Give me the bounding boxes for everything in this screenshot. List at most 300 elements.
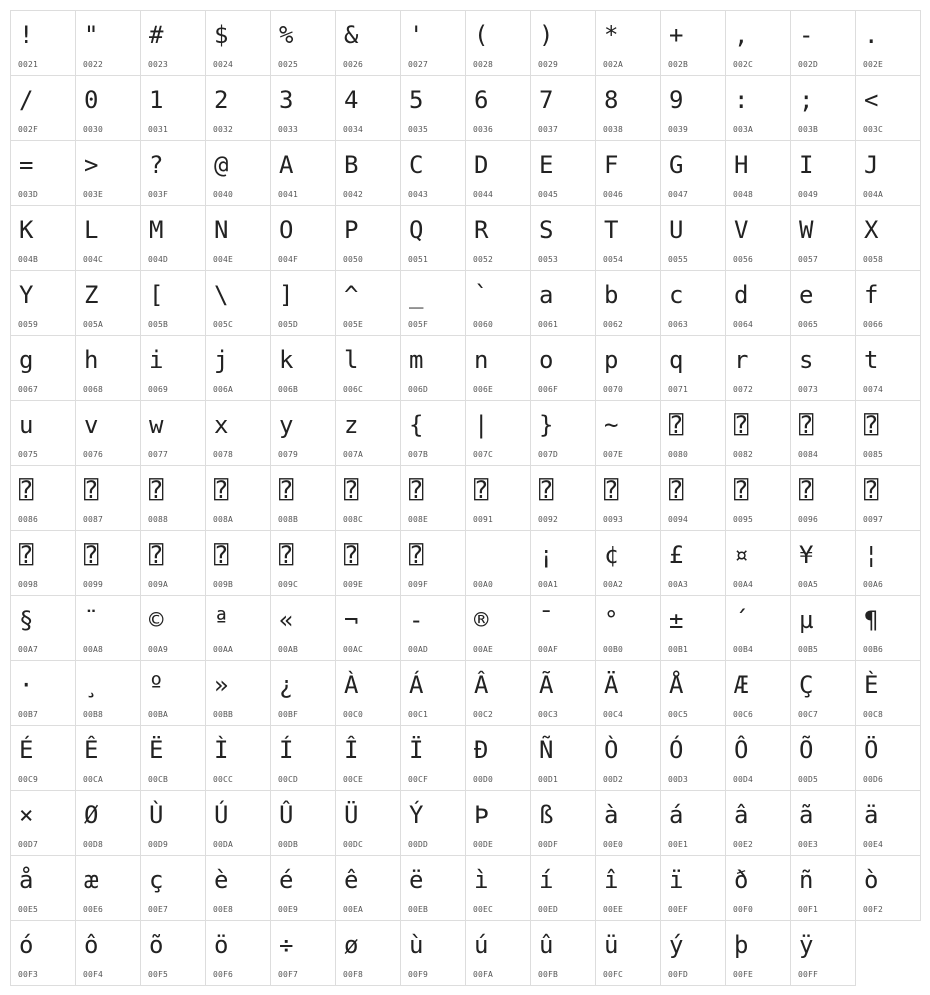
glyph-codepoint: 00A8	[83, 645, 104, 654]
glyph-cell	[790, 660, 856, 726]
glyph-codepoint: 00D5	[798, 775, 819, 784]
glyph-char: é	[279, 866, 294, 894]
glyph-codepoint: 0078	[213, 450, 234, 459]
glyph-char: £	[669, 541, 684, 569]
glyph-char: N	[214, 216, 229, 244]
glyph-char: d	[734, 281, 749, 309]
glyph-cell	[205, 75, 271, 141]
glyph-char: j	[214, 346, 229, 374]
glyph-char: õ	[149, 931, 164, 959]
glyph-char: b	[604, 281, 619, 309]
glyph-cell	[725, 790, 791, 856]
glyph-char: ^	[344, 281, 359, 309]
glyph-char: M	[149, 216, 164, 244]
glyph-char: 5	[409, 86, 424, 114]
glyph-codepoint: 008A	[213, 515, 234, 524]
glyph-codepoint: 00A4	[733, 580, 754, 589]
glyph-char: G	[669, 151, 684, 179]
glyph-cell	[855, 660, 921, 726]
glyph-codepoint: 0041	[278, 190, 299, 199]
glyph-char: Í	[279, 736, 294, 764]
glyph-char: í	[539, 866, 554, 894]
glyph-cell	[530, 595, 596, 661]
glyph-char: ù	[409, 931, 424, 959]
glyph-cell	[595, 205, 661, 271]
glyph-codepoint: 00F0	[733, 905, 754, 914]
glyph-cell	[75, 140, 141, 206]
glyph-char: ⍰	[19, 541, 34, 569]
glyph-codepoint: 0045	[538, 190, 559, 199]
glyph-char: E	[539, 151, 554, 179]
glyph-cell	[660, 335, 726, 401]
glyph-codepoint: 00F6	[213, 970, 234, 979]
glyph-cell	[595, 725, 661, 791]
glyph-char: 7	[539, 86, 554, 114]
glyph-cell	[725, 595, 791, 661]
glyph-codepoint: 00E3	[798, 840, 819, 849]
glyph-cell	[660, 400, 726, 466]
glyph-char: â	[734, 801, 749, 829]
glyph-codepoint: 00A7	[18, 645, 39, 654]
glyph-char: H	[734, 151, 749, 179]
glyph-codepoint: 00D9	[148, 840, 169, 849]
glyph-char: U	[669, 216, 684, 244]
glyph-char: ⍰	[409, 476, 424, 504]
glyph-char: ⍰	[474, 476, 489, 504]
glyph-char: l	[344, 346, 359, 374]
glyph-char: 1	[149, 86, 164, 114]
glyph-cell	[205, 530, 271, 596]
glyph-codepoint: 00AA	[213, 645, 234, 654]
glyph-cell	[75, 530, 141, 596]
glyph-codepoint: 00F1	[798, 905, 819, 914]
glyph-cell	[790, 75, 856, 141]
glyph-cell	[335, 205, 401, 271]
glyph-cell	[595, 530, 661, 596]
glyph-codepoint: 0099	[83, 580, 104, 589]
glyph-codepoint: 00AF	[538, 645, 559, 654]
glyph-cell	[530, 205, 596, 271]
glyph-codepoint: 00AE	[473, 645, 494, 654]
glyph-char: ¥	[799, 541, 814, 569]
glyph-codepoint: 002C	[733, 60, 754, 69]
glyph-codepoint: 0092	[538, 515, 559, 524]
glyph-char: ÿ	[799, 931, 814, 959]
glyph-cell	[400, 530, 466, 596]
glyph-char: {	[409, 411, 424, 439]
glyph-cell	[595, 270, 661, 336]
glyph-codepoint: 00B5	[798, 645, 819, 654]
glyph-cell	[530, 270, 596, 336]
glyph-char: h	[84, 346, 99, 374]
glyph-codepoint: 002D	[798, 60, 819, 69]
glyph-codepoint: 0050	[343, 255, 364, 264]
glyph-codepoint: 0063	[668, 320, 689, 329]
glyph-char: ý	[669, 931, 684, 959]
glyph-char: y	[279, 411, 294, 439]
glyph-cell	[140, 595, 206, 661]
glyph-char: #	[149, 21, 164, 49]
glyph-codepoint: 00E2	[733, 840, 754, 849]
glyph-char: `	[474, 281, 489, 309]
glyph-codepoint: 00B6	[863, 645, 884, 654]
glyph-codepoint: 0075	[18, 450, 39, 459]
glyph-cell	[140, 465, 206, 531]
glyph-codepoint: 00DC	[343, 840, 364, 849]
glyph-codepoint: 004E	[213, 255, 234, 264]
glyph-cell	[855, 530, 921, 596]
glyph-cell	[140, 530, 206, 596]
glyph-cell	[75, 790, 141, 856]
glyph-char: ©	[149, 606, 164, 634]
glyph-cell	[790, 270, 856, 336]
glyph-codepoint: 00D3	[668, 775, 689, 784]
glyph-cell	[270, 595, 336, 661]
glyph-cell	[465, 75, 531, 141]
glyph-char: D	[474, 151, 489, 179]
glyph-cell	[790, 725, 856, 791]
glyph-char: ⍰	[864, 476, 879, 504]
glyph-char: ⍰	[669, 411, 684, 439]
glyph-codepoint: 0023	[148, 60, 169, 69]
glyph-codepoint: 0069	[148, 385, 169, 394]
glyph-codepoint: 0061	[538, 320, 559, 329]
glyph-cell	[400, 205, 466, 271]
glyph-cell	[465, 725, 531, 791]
glyph-codepoint: 00FB	[538, 970, 559, 979]
glyph-codepoint: 0036	[473, 125, 494, 134]
glyph-char: ´	[734, 606, 749, 634]
glyph-char: ò	[864, 866, 879, 894]
glyph-cell	[270, 725, 336, 791]
glyph-char: ¨	[84, 606, 99, 634]
glyph-char: ⍰	[799, 411, 814, 439]
glyph-codepoint: 00BA	[148, 710, 169, 719]
glyph-char: Ò	[604, 736, 619, 764]
glyph-cell	[400, 660, 466, 726]
glyph-cell	[530, 335, 596, 401]
glyph-cell	[205, 790, 271, 856]
glyph-char: T	[604, 216, 619, 244]
glyph-codepoint: 00C9	[18, 775, 39, 784]
glyph-char: X	[864, 216, 879, 244]
glyph-codepoint: 00FF	[798, 970, 819, 979]
glyph-char: ⍰	[279, 476, 294, 504]
glyph-codepoint: 0060	[473, 320, 494, 329]
glyph-cell	[725, 140, 791, 206]
glyph-cell	[530, 660, 596, 726]
glyph-char: .	[864, 21, 879, 49]
glyph-char: z	[344, 411, 359, 439]
glyph-char: ⍰	[539, 476, 554, 504]
glyph-char: &	[344, 21, 359, 49]
glyph-codepoint: 0027	[408, 60, 429, 69]
glyph-codepoint: 00C1	[408, 710, 429, 719]
glyph-cell	[335, 335, 401, 401]
glyph-codepoint: 0055	[668, 255, 689, 264]
glyph-cell	[660, 10, 726, 76]
glyph-codepoint: 0051	[408, 255, 429, 264]
glyph-codepoint: 0086	[18, 515, 39, 524]
glyph-cell	[335, 270, 401, 336]
glyph-cell	[790, 855, 856, 921]
glyph-char: É	[19, 736, 34, 764]
glyph-codepoint: 00A2	[603, 580, 624, 589]
glyph-codepoint: 00E1	[668, 840, 689, 849]
glyph-char: ¯	[539, 606, 554, 634]
glyph-char: /	[19, 86, 34, 114]
glyph-codepoint: 0065	[798, 320, 819, 329]
glyph-codepoint: 0080	[668, 450, 689, 459]
glyph-char: ⍰	[344, 476, 359, 504]
glyph-char: L	[84, 216, 99, 244]
glyph-codepoint: 00CE	[343, 775, 364, 784]
glyph-char: Ú	[214, 801, 229, 829]
glyph-cell	[270, 205, 336, 271]
glyph-cell	[465, 790, 531, 856]
glyph-codepoint: 00A9	[148, 645, 169, 654]
glyph-codepoint: 0028	[473, 60, 494, 69]
glyph-cell	[140, 270, 206, 336]
glyph-cell	[75, 920, 141, 986]
glyph-char: 3	[279, 86, 294, 114]
glyph-char: á	[669, 801, 684, 829]
glyph-cell	[790, 790, 856, 856]
glyph-cell	[270, 400, 336, 466]
glyph-codepoint: 00A1	[538, 580, 559, 589]
glyph-codepoint: 0093	[603, 515, 624, 524]
glyph-cell	[10, 270, 76, 336]
glyph-cell	[205, 465, 271, 531]
glyph-char: ó	[19, 931, 34, 959]
glyph-codepoint: 00CA	[83, 775, 104, 784]
glyph-cell	[335, 400, 401, 466]
glyph-cell	[140, 725, 206, 791]
glyph-cell	[465, 465, 531, 531]
glyph-codepoint: 00BB	[213, 710, 234, 719]
glyph-char: ⍰	[734, 411, 749, 439]
glyph-codepoint: 004C	[83, 255, 104, 264]
glyph-cell	[595, 920, 661, 986]
glyph-codepoint: 00E6	[83, 905, 104, 914]
glyph-cell	[465, 595, 531, 661]
glyph-codepoint: 0067	[18, 385, 39, 394]
glyph-char: Á	[409, 671, 424, 699]
glyph-codepoint: 00FD	[668, 970, 689, 979]
glyph-cell	[335, 530, 401, 596]
glyph-codepoint: 005B	[148, 320, 169, 329]
glyph-char: ø	[344, 931, 359, 959]
glyph-codepoint: 00C4	[603, 710, 624, 719]
glyph-codepoint: 009A	[148, 580, 169, 589]
glyph-codepoint: 002F	[18, 125, 39, 134]
glyph-codepoint: 00A5	[798, 580, 819, 589]
glyph-cell	[725, 205, 791, 271]
glyph-char: w	[149, 411, 164, 439]
glyph-char: ä	[864, 801, 879, 829]
glyph-char: Y	[19, 281, 34, 309]
glyph-codepoint: 00F7	[278, 970, 299, 979]
glyph-char: 4	[344, 86, 359, 114]
glyph-codepoint: 00E5	[18, 905, 39, 914]
glyph-codepoint: 00B0	[603, 645, 624, 654]
glyph-char: a	[539, 281, 554, 309]
glyph-char: Þ	[474, 801, 489, 829]
glyph-codepoint: 0097	[863, 515, 884, 524]
glyph-cell	[75, 660, 141, 726]
glyph-codepoint: 0079	[278, 450, 299, 459]
glyph-codepoint: 00C8	[863, 710, 884, 719]
glyph-cell	[855, 400, 921, 466]
glyph-cell	[725, 270, 791, 336]
glyph-char: J	[864, 151, 879, 179]
glyph-cell	[335, 855, 401, 921]
glyph-char: ç	[149, 866, 164, 894]
glyph-cell	[790, 205, 856, 271]
glyph-codepoint: 008E	[408, 515, 429, 524]
glyph-cell	[530, 10, 596, 76]
glyph-char: >	[84, 151, 99, 179]
glyph-cell	[335, 595, 401, 661]
glyph-codepoint: 005F	[408, 320, 429, 329]
glyph-codepoint: 0044	[473, 190, 494, 199]
glyph-char: þ	[734, 931, 749, 959]
glyph-codepoint: 00AD	[408, 645, 429, 654]
glyph-cell	[400, 595, 466, 661]
glyph-char: ô	[84, 931, 99, 959]
glyph-codepoint: 0039	[668, 125, 689, 134]
glyph-char: È	[864, 671, 879, 699]
glyph-codepoint: 0033	[278, 125, 299, 134]
glyph-cell	[595, 335, 661, 401]
glyph-codepoint: 004A	[863, 190, 884, 199]
glyph-char: §	[19, 606, 34, 634]
glyph-codepoint: 004D	[148, 255, 169, 264]
glyph-codepoint: 0062	[603, 320, 624, 329]
glyph-char: W	[799, 216, 814, 244]
glyph-cell	[75, 75, 141, 141]
glyph-cell	[205, 855, 271, 921]
glyph-cell	[10, 920, 76, 986]
glyph-codepoint: 008C	[343, 515, 364, 524]
glyph-codepoint: 00CC	[213, 775, 234, 784]
glyph-cell	[530, 400, 596, 466]
glyph-char: Ø	[84, 801, 99, 829]
glyph-cell	[530, 140, 596, 206]
glyph-cell	[205, 660, 271, 726]
glyph-codepoint: 00E0	[603, 840, 624, 849]
glyph-codepoint: 00C7	[798, 710, 819, 719]
glyph-char: µ	[799, 606, 814, 634]
glyph-codepoint: 003F	[148, 190, 169, 199]
glyph-codepoint: 00C2	[473, 710, 494, 719]
glyph-char: ®	[474, 606, 489, 634]
glyph-codepoint: 00AC	[343, 645, 364, 654]
glyph-codepoint: 006F	[538, 385, 559, 394]
glyph-codepoint: 00D6	[863, 775, 884, 784]
glyph-char: [	[149, 281, 164, 309]
glyph-char: ¸	[84, 671, 99, 699]
glyph-char: ª	[214, 606, 229, 634]
glyph-cell	[205, 400, 271, 466]
glyph-codepoint: 00E8	[213, 905, 234, 914]
glyph-cell	[725, 725, 791, 791]
glyph-cell	[75, 855, 141, 921]
glyph-char: q	[669, 346, 684, 374]
glyph-codepoint: 00CF	[408, 775, 429, 784]
glyph-char: ⍰	[799, 476, 814, 504]
glyph-char: c	[669, 281, 684, 309]
glyph-char: <	[864, 86, 879, 114]
glyph-char: ⍰	[864, 411, 879, 439]
glyph-cell	[465, 400, 531, 466]
glyph-cell	[725, 335, 791, 401]
glyph-char: »	[214, 671, 229, 699]
glyph-cell	[855, 335, 921, 401]
glyph-char: Ù	[149, 801, 164, 829]
glyph-codepoint: 00D1	[538, 775, 559, 784]
glyph-codepoint: 00ED	[538, 905, 559, 914]
glyph-cell	[855, 205, 921, 271]
glyph-char: î	[604, 866, 619, 894]
glyph-cell	[465, 140, 531, 206]
glyph-char: ¬	[344, 606, 359, 634]
glyph-cell	[660, 205, 726, 271]
glyph-codepoint: 00F2	[863, 905, 884, 914]
glyph-codepoint: 00B4	[733, 645, 754, 654]
glyph-char: Ö	[864, 736, 879, 764]
glyph-cell	[465, 660, 531, 726]
glyph-codepoint: 0072	[733, 385, 754, 394]
glyph-char: Ý	[409, 801, 424, 829]
glyph-codepoint: 00B7	[18, 710, 39, 719]
glyph-codepoint: 009B	[213, 580, 234, 589]
glyph-codepoint: 00F9	[408, 970, 429, 979]
glyph-cell	[465, 335, 531, 401]
glyph-cell	[75, 270, 141, 336]
glyph-char: ?	[149, 151, 164, 179]
glyph-grid	[10, 10, 920, 985]
glyph-codepoint: 00EB	[408, 905, 429, 914]
glyph-codepoint: 0074	[863, 385, 884, 394]
glyph-codepoint: 0043	[408, 190, 429, 199]
glyph-codepoint: 0087	[83, 515, 104, 524]
glyph-codepoint: 005E	[343, 320, 364, 329]
glyph-char: F	[604, 151, 619, 179]
glyph-codepoint: 007D	[538, 450, 559, 459]
glyph-char: Q	[409, 216, 424, 244]
glyph-cell	[725, 10, 791, 76]
glyph-cell	[270, 75, 336, 141]
glyph-cell	[10, 10, 76, 76]
glyph-char: s	[799, 346, 814, 374]
glyph-char: O	[279, 216, 294, 244]
glyph-cell	[595, 855, 661, 921]
glyph-cell	[725, 400, 791, 466]
glyph-char: 9	[669, 86, 684, 114]
glyph-codepoint: 00DF	[538, 840, 559, 849]
glyph-codepoint: 00A0	[473, 580, 494, 589]
glyph-codepoint: 0085	[863, 450, 884, 459]
glyph-cell	[205, 725, 271, 791]
glyph-cell	[400, 790, 466, 856]
glyph-char: n	[474, 346, 489, 374]
glyph-char: Ê	[84, 736, 99, 764]
glyph-char: °	[604, 606, 619, 634]
glyph-codepoint: 0032	[213, 125, 234, 134]
glyph-char: v	[84, 411, 99, 439]
glyph-codepoint: 0084	[798, 450, 819, 459]
